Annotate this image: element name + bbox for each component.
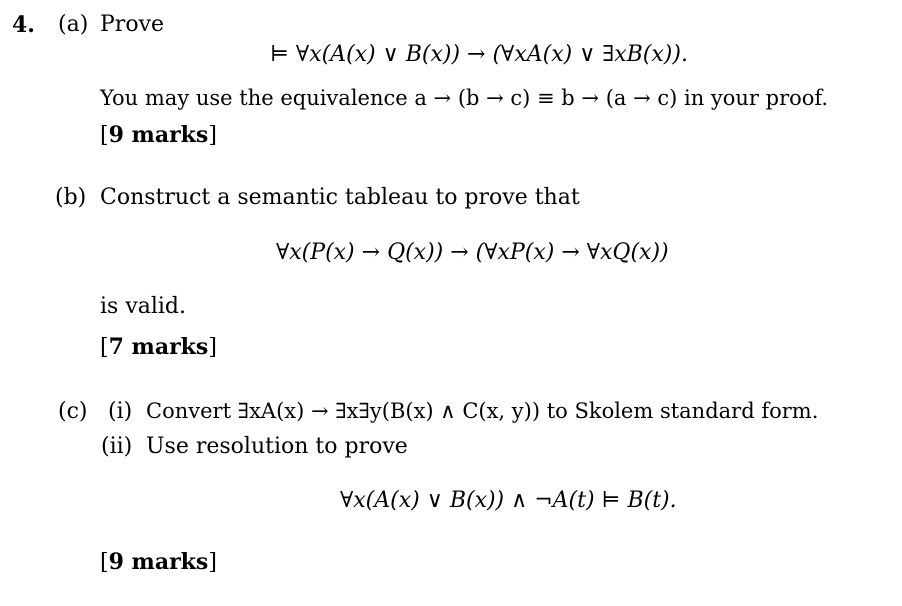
marks-text: 9 marks [108,122,209,148]
part-c-ii-text: Use resolution to prove [146,434,408,459]
marks-text: 9 marks [108,549,209,575]
part-c-ii-label: (ii) [101,434,133,459]
part-c-i-text: Convert ∃xA(x) → ∃x∃y(B(x) ∧ C(x, y)) to Skolem standard form. [146,399,819,423]
part-a-marks: [9 marks] [100,122,217,148]
part-c-i-label: (i) [108,399,133,424]
part-a-formula: ⊨ ∀x(A(x) ∨ B(x)) → (∀xA(x) ∨ ∃xB(x)). [270,42,688,67]
marks-text: 7 marks [108,334,209,360]
part-b-marks: [7 marks] [100,334,217,360]
part-b-formula: ∀x(P(x) → Q(x)) → (∀xP(x) → ∀xQ(x)) [276,240,669,265]
part-a-label: (a) [58,12,89,37]
part-c-marks: [9 marks] [100,549,217,575]
part-c-label: (c) [58,399,88,424]
part-c-formula: ∀x(A(x) ∨ B(x)) ∧ ¬A(t) ⊨ B(t). [340,488,677,513]
part-a-hint: You may use the equivalence a → (b → c) ≡ b → (a → c) in your proof. [100,86,829,110]
part-b-label: (b) [55,185,87,210]
part-a-prompt: Prove [100,12,165,37]
part-b-prompt: Construct a semantic tableau to prove that [100,185,580,210]
part-b-conclusion: is valid. [100,294,187,319]
question-number: 4. [12,12,35,38]
